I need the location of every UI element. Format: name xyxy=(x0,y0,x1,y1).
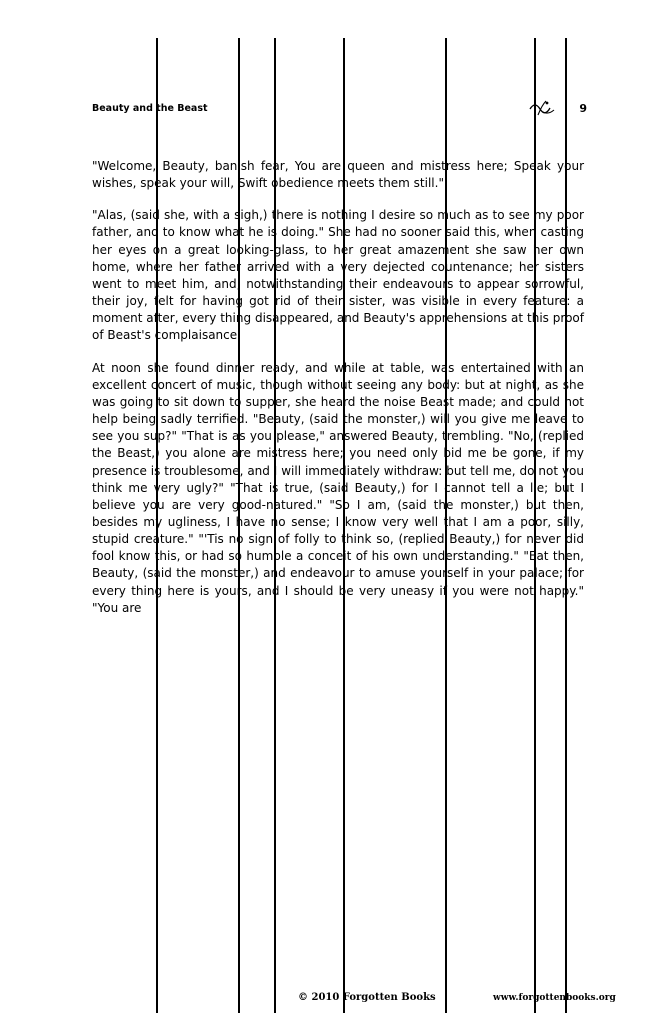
flourish-icon xyxy=(527,97,557,119)
paragraph: "Alas, (said she, with a sigh,) there is nothing I desire so much as to see my poor father, and to know what he is doing." She had no sooner said this, when casting her eyes on a great looking-glass, to her great amazement she saw her own home, where her father arrived with a very dejected countenance; her sisters went to meet him, and, notwithstanding their endeavours to appear sorrowful, their joy, felt for having got rid of their sister, was visible in every feature: a moment after, every thing disappeared, and Beauty's apprehensions at this proof of Beast's complaisance. xyxy=(92,208,584,343)
running-title: Beauty and the Beast xyxy=(92,103,208,114)
page-number: 9 xyxy=(579,102,587,115)
footer-copyright: © 2010 Forgotten Books xyxy=(298,992,436,1003)
paragraph: At noon she found dinner ready, and while at table, was entertained with an excellent concert of music, though without seeing any body: but at night, as she was going to sit down to supper, she heard the noise Beast made; and could not help being sadly terrified. "Beauty, (said the monster,) will you give me leave to see you sup?" "That is as you please," answered Beauty, trembling. "No, (replied the Beast,) you alone are mistress here; you need only bid me be gone, if my presence is troublesome, and I will immediately withdraw: but tell me, do not you think me very ugly?" "That is true, (said Beauty,) for I cannot tell a lie; but I believe you are very good-natured." "So I am, (said the monster,) but then, besides my ugliness, I have no sense; I know very well that I am a poor, silly, stupid creature." "'Tis no sign of folly to think so, (replied Beauty,) for never did fool know this, or had so humble a conceit of his own understanding." "Eat then, Beauty, (said the monster,) and endeavour to amuse yourself in your palace; for every thing here is yours, and I should be very uneasy if you were not happy." "You are xyxy=(92,360,584,615)
footer-website: www.forgottenbooks.org xyxy=(493,993,616,1003)
page-header xyxy=(92,103,587,121)
paragraph: "Welcome, Beauty, banish fear, You are queen and mistress here; Speak your wishes, speak your will, Swift obedience meets them still." xyxy=(92,159,584,191)
body-text xyxy=(92,158,584,632)
